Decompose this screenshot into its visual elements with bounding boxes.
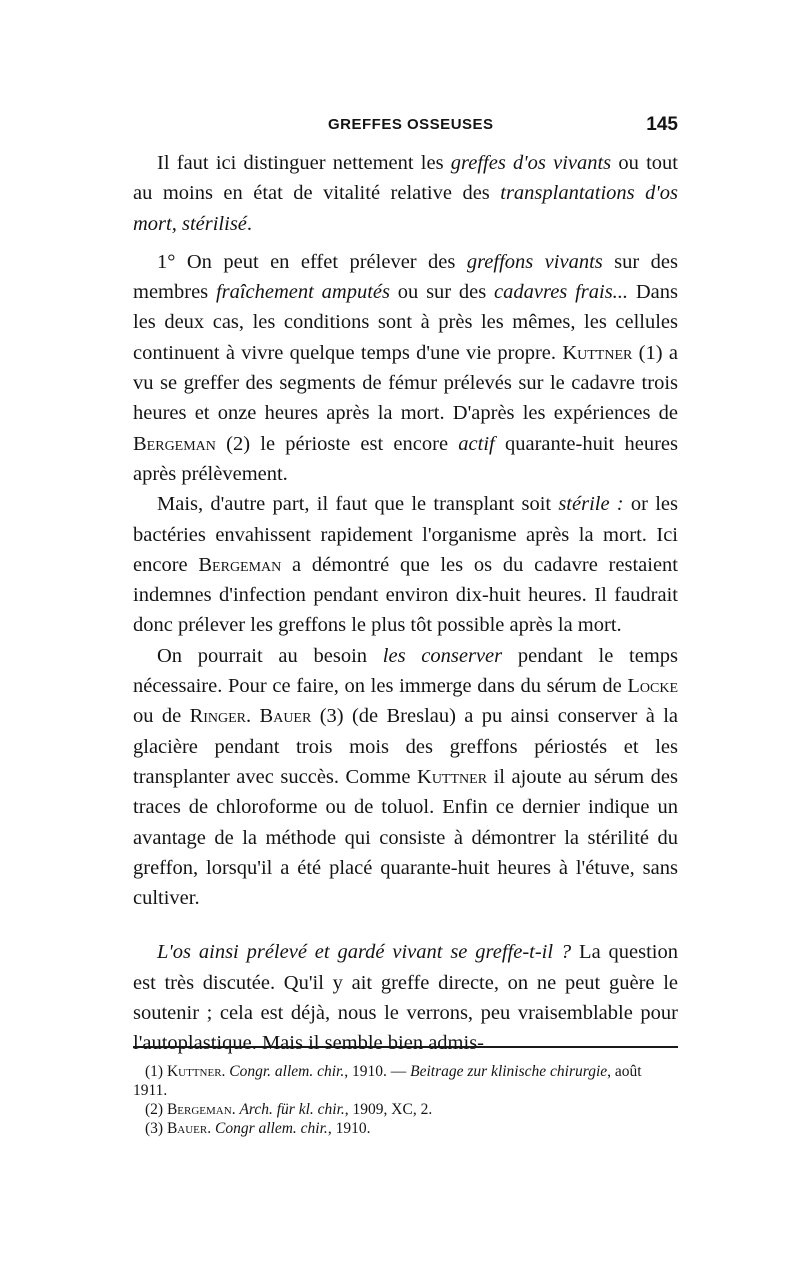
running-title: GREFFES OSSEUSES xyxy=(328,116,494,133)
footnote-1: (1) Kuttner. Congr. allem. chir., 1910. — Beitrage zur klinische chirurgie, août 1911. xyxy=(133,1063,642,1099)
author-name: Ringer xyxy=(189,705,247,728)
footnote-3: (3) Bauer. Congr allem. chir., 1910. xyxy=(145,1120,371,1137)
body-text xyxy=(133,148,678,1059)
author-name: Locke xyxy=(627,675,678,698)
footnotes xyxy=(133,1062,678,1138)
author-name: Kuttner xyxy=(562,341,633,364)
page-number: 145 xyxy=(646,114,678,135)
footnote-divider xyxy=(133,1046,678,1048)
author-name: Bauer xyxy=(259,705,312,728)
paragraph-1: Il faut ici distinguer nettement les greffes d'os vivants ou tout au moins en état de vitalité relative des transplantations d'os mort, stérilisé. xyxy=(133,152,678,235)
footnote-2: (2) Bergeman. Arch. für kl. chir., 1909, XC, 2. xyxy=(145,1101,433,1118)
paragraph-3: Mais, d'autre part, il faut que le transplant soit stérile : or les bactéries envahissent rapidement l'organisme après la mort. Ici encore Bergeman a démontré que les os du cadavre restaient indemnes d'infection pendant environ dix-huit heures. Il faudrait donc prélever les greffons le plus tôt possible après la mort. xyxy=(133,493,678,637)
paragraph-4: On pourrait au besoin les conserver pendant le temps nécessaire. Pour ce faire, on les immerge dans du sérum de Locke ou de Ringer. Bauer (3) (de Breslau) a pu ainsi conserver à la glacière pendant trois mois des greffons périostés et les transplanter avec succès. Comme Kuttner il ajoute au sérum des traces de chloroforme ou de toluol. Enfin ce dernier indique un avantage de la méthode qui consiste à démontrer la stérilité du greffon, lorsqu'il a été placé quarante-huit heures à l'étuve, sans cultiver. xyxy=(133,644,679,910)
author-name: Kuttner xyxy=(417,765,488,788)
author-name: Bergeman xyxy=(198,553,282,576)
author-name: Bergeman xyxy=(133,432,216,455)
page-header xyxy=(133,116,678,142)
paragraph-5: L'os ainsi prélevé et gardé vivant se greffe-t-il ? La question est très discutée. Qu'il y ait greffe directe, on ne peut guère le soutenir ; cela est déjà, nous le verrons, peu vraisemblable pour l'autoplastique. Mais il semble bien admis- xyxy=(133,941,679,1055)
paragraph-2: 1° On peut en effet prélever des greffons vivants sur des membres fraîchement amputés ou sur des cadavres frais... Dans les deux cas, les conditions sont à près les mêmes, les cellules continuent à vivre quelque temps d'une vie propre. Kuttner (1) a vu se greffer des segments de fémur prélevés sur le cadavre trois heures et onze heures après la mort. D'après les expériences de Bergeman (2) le périoste est encore actif quarante-huit heures après prélèvement. xyxy=(133,250,678,485)
